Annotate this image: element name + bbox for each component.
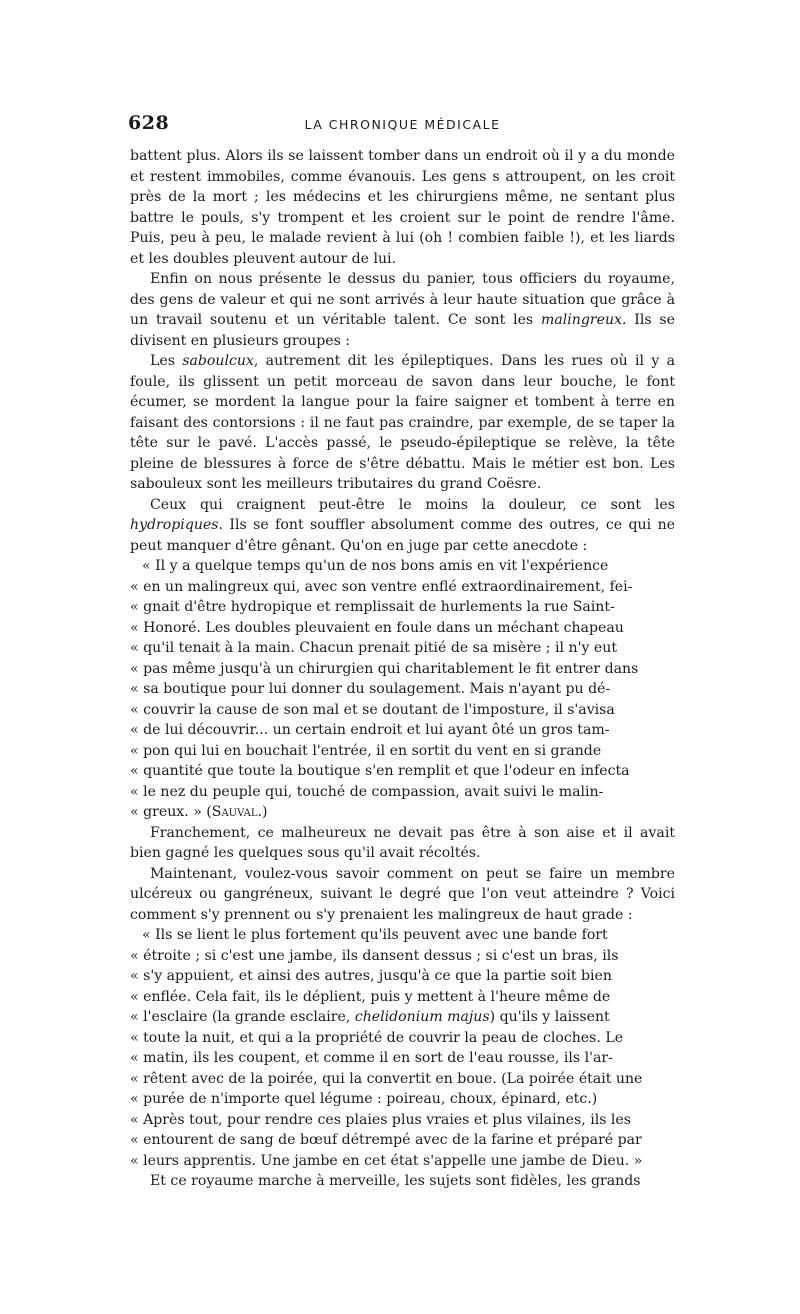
body-text (130, 146, 675, 1192)
quote-line: « pon qui lui en bouchait l'entrée, il en sortit du vent en si grande (130, 742, 602, 759)
paragraph (130, 351, 675, 495)
quote-line: « Il y a quelque temps qu'un de nos bons amis en vit l'expérience (142, 558, 609, 574)
italic-term: chelidonium majus (354, 1009, 490, 1025)
running-title: LA CHRONIQUE MÉDICALE (304, 117, 501, 132)
italic-term: saboulcux (182, 353, 254, 369)
quote-line: « Ils se lient le plus fortement qu'ils peuvent avec une bande fort (142, 927, 608, 943)
page-number: 628 (128, 112, 170, 134)
quote-line: « purée de n'importe quel légume : poireau, choux, épinard, etc.) (130, 1091, 598, 1107)
quote-line: « rêtent avec de la poirée, qui la convertit en boue. (La poirée était une (130, 1070, 643, 1087)
quote-line: « toute la nuit, et qui a la propriété de couvrir la peau de cloches. Le (130, 1029, 624, 1046)
quote-line: « Honoré. Les doubles pleuvaient en foule dans un méchant chapeau (130, 619, 624, 636)
quote-line: « Après tout, pour rendre ces plaies plus vraies et plus vilaines, ils les (130, 1111, 632, 1128)
quote-line: « sa boutique pour lui donner du soulagement. Mais n'ayant pu dé- (130, 681, 611, 697)
italic-term: hydropiques (130, 517, 219, 533)
paragraph: Et ce royaume marche à merveille, les sujets sont fidèles, les grands (150, 1173, 641, 1189)
quote-line: « en un malingreux qui, avec son ventre enflé extraordinairement, fei- (130, 578, 633, 595)
quote-line (130, 802, 675, 823)
text-run: « greux. » ( (130, 804, 212, 820)
text-run: ) qu'ils y laissent (489, 1009, 610, 1025)
quote-line: « le nez du peuple qui, touché de compassion, avait suivi le malin- (130, 783, 604, 800)
quote-line: « étroite ; si c'est une jambe, ils dansent dessus ; si c'est un bras, ils (130, 947, 619, 964)
paragraph (130, 495, 675, 557)
quote-line: « qu'il tenait à la main. Chacun prenait pitié de sa misère ; il n'y eut (130, 640, 617, 656)
text-run: , autrement dit les épileptiques. Dans les rues où il y a foule, ils glissent un petit morceau de savon dans leur bouche, le font écumer, se mordent la langue pour la faire saigner et tombent à terre en faisant des contorsions : il ne faut pas craindre, par exemple, de se taper la tête sur le pavé. L'accès passé, le pseudo-épileptique se relève, la tête pleine de blessures à force de s'être débattu. Mais le métier est bon. Les sabouleux sont les meilleurs tributaires du grand Coësre. (130, 353, 676, 492)
paragraph: battent plus. Alors ils se laissent tomber dans un endroit où il y a du monde et restent immobiles, comme évanouis. Les gens s attroupent, on les croit près de la mort ; les médecins et les chirurgiens même, ne sentant plus battre le pouls, s'y trompent et les croient sur le point de rendre l'âme. Puis, peu à peu, le malade revient à lui (oh ! combien faible !), et les liards et les doubles pleuvent autour de lui. (130, 148, 675, 267)
text-run: .) (257, 804, 268, 820)
quote-line: « couvrir la cause de son mal et se doutant de l'imposture, il s'avisa (130, 701, 615, 718)
text-run: « l'esclaire (la grande esclaire, (130, 1009, 355, 1025)
quote-line: « leurs apprentis. Une jambe en cet état s'appelle une jambe de Dieu. » (130, 1152, 643, 1169)
quotation-sauval (130, 556, 675, 823)
paragraph: Franchement, ce malheureux ne devait pas être à son aise et il avait bien gagné les quelques sous qu'il avait récoltés. (130, 824, 675, 861)
paragraph: Maintenant, voulez-vous savoir comment on peut se faire un membre ulcéreux ou gangréneux, suivant le degré que l'on veut atteindre ? Voici comment s'y prennent ou s'y prenaient les malingreux de haut grade : (130, 865, 675, 923)
quote-source: Sauval (211, 804, 258, 820)
quotation-malingreux (130, 925, 675, 1171)
quote-line: « s'y appuient, et ainsi des autres, jusqu'à ce que la partie soit bien (130, 968, 612, 984)
italic-term: malingreux (541, 312, 622, 328)
text-run: Ceux qui craignent peut-être le moins la douleur, ce sont les (150, 496, 675, 513)
text-run: . Ils se font souffler absolument comme des outres, ce qui ne peut manquer d'être gênant. Qu'on en juge par cette anecdote : (130, 517, 675, 554)
quote-line (130, 1007, 675, 1028)
quote-line: « enflée. Cela fait, ils le déplient, puis y mettent à l'heure même de (130, 988, 611, 1005)
page (130, 112, 675, 1192)
quote-line: « entourent de sang de bœuf détrempé avec de la farine et préparé par (130, 1132, 642, 1148)
quote-line: « quantité que toute la boutique s'en remplit et que l'odeur en infecta (130, 763, 630, 779)
text-run: Les (150, 353, 183, 369)
text-run: Enfin on nous présente le dessus du panier, tous officiers du royaume, des gens de valeur et qui ne sont arrivés à leur haute situation que grâce à un travail soutenu et un véritable talent. Ce sont les (130, 271, 675, 328)
paragraph (130, 269, 675, 351)
quote-line: « pas même jusqu'à un chirurgien qui charitablement le fit entrer dans (130, 660, 639, 677)
quote-line: « de lui découvrir... un certain endroit et lui ayant ôté un gros tam- (130, 722, 610, 738)
text-run: . Ils se divisent en plusieurs groupes : (130, 312, 675, 349)
quote-line: « gnait d'être hydropique et remplissait de hurlements la rue Saint- (130, 599, 615, 615)
page-header (130, 112, 675, 138)
quote-line: « matin, ils les coupent, et comme il en sort de l'eau rousse, ils l'ar- (130, 1050, 613, 1066)
